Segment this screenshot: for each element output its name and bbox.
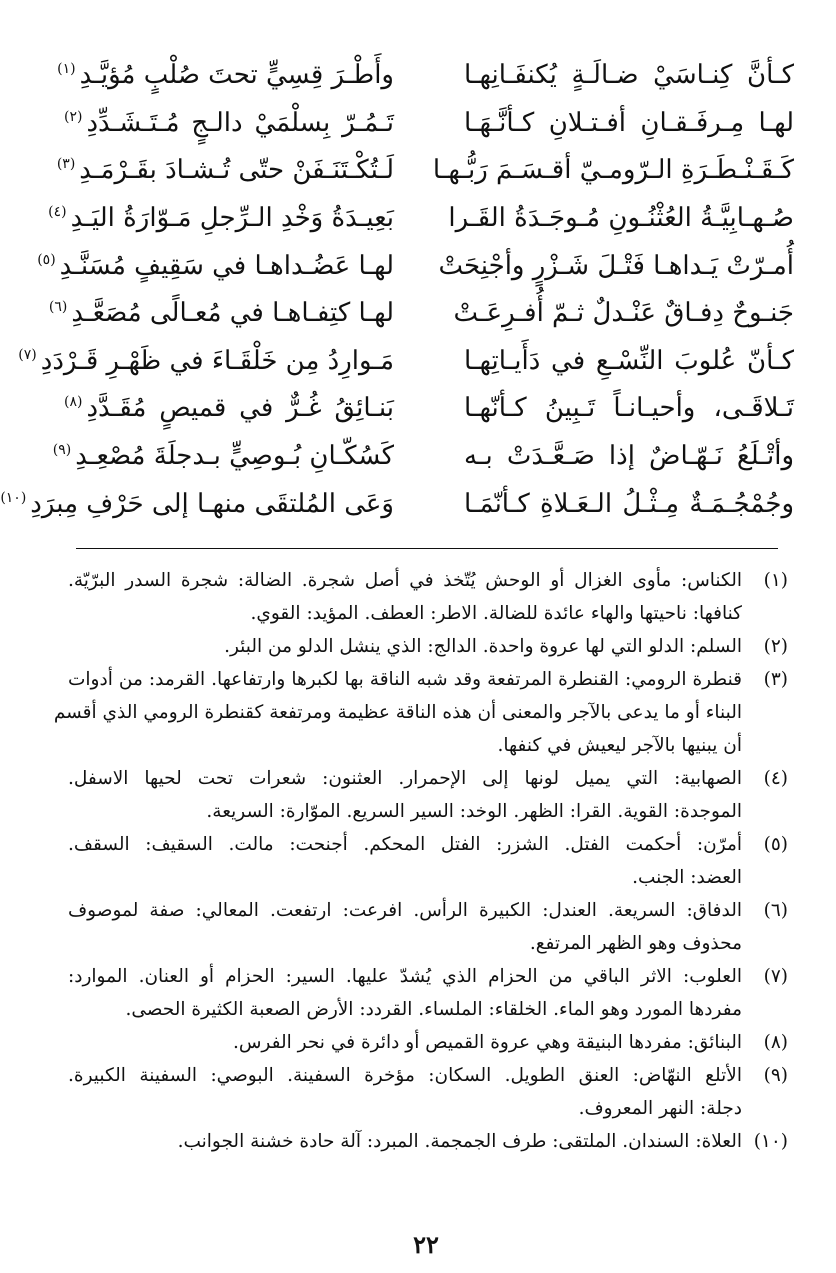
verse-second-hemistich bbox=[0, 488, 394, 520]
footnote-number: (١٠) bbox=[753, 1131, 788, 1153]
footnote-text: مفردها المورد وهو الماء. الخلقاء: الملساء. القردد: الأرض الصعبة الكثيرة الحصى. bbox=[125, 999, 742, 1021]
verse bbox=[56, 147, 794, 195]
verse bbox=[64, 385, 794, 433]
footnote-text: السلم: الدلو التي لها عروة واحدة. الدالج: الذي ينشل الدلو من البئر. bbox=[224, 636, 742, 658]
footnote-number: (٨) bbox=[763, 1032, 788, 1054]
footnote-line bbox=[68, 961, 788, 994]
footnote-line bbox=[68, 1093, 788, 1126]
verse-second-hemistich bbox=[56, 155, 394, 186]
footnote-text: البنائق: مفردها البنيقة وهي عروة القميص أو دائرة في نحر الفرس. bbox=[232, 1032, 742, 1054]
verse bbox=[18, 338, 794, 386]
verse bbox=[52, 433, 794, 481]
verse-first-hemistich: صُـهـابِيَّـةُ العُثْنُـونِ مُـوجَـدَةُ القَـرا bbox=[448, 202, 794, 233]
verse bbox=[37, 242, 794, 290]
footnote-text: الموجدة: القوية. القرا: الظهر. الوخد: السير السريع. الموّارة: السريعة. bbox=[206, 801, 742, 823]
footnote-marker: (٩) bbox=[52, 441, 72, 458]
footnote-line bbox=[68, 1126, 788, 1159]
verse bbox=[48, 290, 794, 338]
verse-first-hemistich: كـأنّ عُلوبَ النِّسْـعِ في دَأَيـاتِهـا bbox=[464, 345, 794, 376]
footnote-number: (٢) bbox=[763, 636, 788, 658]
verse-second-hemistich bbox=[64, 393, 394, 424]
footnote-text: العضد: الجنب. bbox=[632, 867, 742, 889]
footnote-number: (١) bbox=[763, 570, 788, 592]
footnote-number: (٦) bbox=[763, 900, 788, 922]
verse-first-hemistich: لهـا مِـرفَـقـانِ أفـتـلانِ كـأنَّـهَـا bbox=[464, 107, 794, 138]
footnote-line bbox=[68, 730, 788, 763]
footnote-line bbox=[68, 796, 788, 829]
footnote-marker: (٢) bbox=[64, 108, 83, 125]
footnote-line bbox=[68, 1027, 788, 1060]
footnote-marker: (٧) bbox=[18, 346, 37, 363]
footnote-marker: (١٠) bbox=[0, 489, 27, 506]
footnote-text: العلاة: السندان. الملتقى: طرف الجمجمة. المبرد: آلة حادة خشنة الجوانب. bbox=[177, 1131, 742, 1153]
verse-second-text: لهـا عَضُـداهـا في سَقِيفٍ مُسَنَّـدِ bbox=[59, 250, 394, 281]
footnote-marker: (٦) bbox=[48, 299, 68, 316]
footnote-marker: (٨) bbox=[64, 394, 83, 411]
footnote-marker: (١) bbox=[57, 61, 76, 78]
footnote-text: أمرّن: أحكمت الفتل. الشزر: الفتل المحكم. أجنحت: مالت. السقيف: السقف. bbox=[68, 834, 742, 856]
verse-second-text: بَعِيـدَةُ وَخْدِ الـرِّجلِ مَـوّارَةُ اليَـدِ bbox=[70, 202, 394, 233]
footnote-line bbox=[68, 598, 788, 631]
verse-first-hemistich: أُمـرّتْ يَـداهـا فَتْـلَ شَـزْرٍ وأجْنِحَتْ bbox=[438, 250, 794, 281]
footnote-marker: (٣) bbox=[56, 156, 76, 173]
verse bbox=[0, 480, 794, 528]
footnote-line bbox=[68, 928, 788, 961]
verse bbox=[64, 100, 794, 148]
verse-first-hemistich: كـأنَّ كِنـاسَيْ ضـالَـةٍ يُكنفَـانِهـا bbox=[464, 60, 794, 91]
footnote-separator bbox=[76, 548, 778, 549]
verse-second-text: وأَطْـرَ قِسِيٍّ تحتَ صُلْبٍ مُؤيَّـدِ bbox=[79, 60, 394, 91]
footnote-text: قنطرة الرومي: القنطرة المرتفعة وقد شبه الناقة بها لكبرها وارتفاعها. القرمد: من أدوات bbox=[68, 669, 742, 691]
footnote-number: (٧) bbox=[763, 966, 788, 988]
verse-second-text: تَـمُـرّ بِسلْمَيْ دالـجٍ مُـتَـشَـدِّدِ bbox=[86, 107, 394, 138]
verse-first-hemistich: تَـلاقَـى، وأحيـانـاً تَـبِينُ كـأنّهـا bbox=[464, 393, 794, 424]
footnote-line bbox=[68, 862, 788, 895]
verse-second-hemistich bbox=[48, 202, 394, 234]
verse-second-hemistich bbox=[64, 108, 394, 139]
footnote-text: أن يبنيها بالآجر ليعيش في كنفها. bbox=[497, 735, 742, 757]
footnote-text: الصهابية: التي يميل لونها إلى الإحمرار. العثنون: شعرات تحت لحيها الاسفل. bbox=[68, 768, 742, 790]
footnote-line bbox=[68, 631, 788, 664]
footnote-marker: (٥) bbox=[37, 251, 56, 268]
verse-second-hemistich bbox=[37, 250, 394, 282]
verse-second-text: كَسُكّـانِ بُـوصِيٍّ بـدجلَةَ مُصْعِـدِ bbox=[75, 440, 394, 471]
footnotes bbox=[53, 565, 788, 1159]
footnote-line bbox=[53, 697, 788, 730]
footnote-text: محذوف وهو الظهر المرتفع. bbox=[529, 933, 742, 955]
verse-second-hemistich bbox=[48, 298, 394, 329]
verse-second-hemistich bbox=[57, 60, 394, 91]
footnote-number: (٤) bbox=[763, 768, 788, 790]
footnote-line bbox=[68, 763, 788, 796]
footnote-text: الأتلع النهّاض: العنق الطويل. السكان: مؤخرة السفينة. البوصي: السفينة الكبيرة. bbox=[68, 1065, 742, 1087]
verse-second-hemistich bbox=[18, 345, 394, 377]
verse-first-hemistich: جَنـوحٌ دِفـاقٌ عَنْـدلٌ ثـمّ أُفـرِعَـتْ bbox=[453, 298, 794, 329]
footnote-text: الدفاق: السريعة. العندل: الكبيرة الرأس. افرعت: ارتفعت. المعالي: صفة لموصوف bbox=[68, 900, 742, 922]
footnote-line bbox=[68, 565, 788, 598]
footnote-line bbox=[68, 895, 788, 928]
page-number: ٢٢ bbox=[413, 1230, 439, 1259]
footnote-text: العلوب: الاثر الباقي من الحزام الذي يُشدّ عليها. السير: الحزام أو العنان. الموارد: bbox=[68, 966, 742, 988]
verse-second-text: لَـتُكْـتَنَـفَنْ حتّى تُـشـادَ بقَـرْمَـدِ bbox=[79, 155, 394, 186]
verse bbox=[57, 52, 794, 100]
verse-second-text: بَنـائِقُ غُـرٌّ في قميصٍ مُقَـدَّدِ bbox=[86, 393, 394, 424]
footnote-number: (٣) bbox=[763, 669, 788, 691]
footnote-text: الكناس: مأوى الغزال أو الوحش يُتّخذ في أصل شجرة. الضالة: شجرة السدر البرّيّة. bbox=[68, 570, 742, 592]
footnote-line bbox=[68, 664, 788, 697]
verse-first-hemistich: كَـقَـنْـطَـرَةِ الـرّومـيّ أقـسَـمَ رَبُّـهـا bbox=[432, 155, 794, 186]
verse bbox=[48, 195, 794, 243]
footnote-number: (٩) bbox=[763, 1065, 788, 1087]
footnote-text: البناء أو ما يدعى بالآجر والمعنى أن هذه الناقة عظيمة ومرتفعة كقنطرة الرومي الذي أقسم bbox=[53, 702, 742, 724]
footnote-marker: (٤) bbox=[48, 203, 67, 220]
verse-second-text: لهـا كتِفـاهـا في مُعـالًى مُصَعَّـدِ bbox=[71, 298, 394, 329]
footnote-number: (٥) bbox=[763, 834, 788, 856]
verse-first-hemistich: وأتْـلَعُ نَـهّـاضٌ إذا صَـعَّـدَتْ بـه bbox=[464, 440, 794, 471]
verse-first-hemistich: وجُمْجُـمَـةٌ مِـثْـلُ الـعَـلاةِ كـأنّمَـا bbox=[464, 488, 794, 519]
footnote-text: دجلة: النهر المعروف. bbox=[578, 1098, 742, 1120]
footnote-line bbox=[68, 1060, 788, 1093]
verse-second-hemistich bbox=[52, 440, 394, 472]
verse-second-text: مَـوارِدُ مِن خَلْقَـاءَ في ظَهْـرِ قَـرْدَدِ bbox=[40, 345, 394, 376]
footnote-line bbox=[68, 994, 788, 1027]
footnote-text: كنافها: ناحيتها والهاء عائدة للضالة. الاطر: العطف. المؤيد: القوي. bbox=[250, 603, 742, 625]
footnote-line bbox=[68, 829, 788, 862]
poem bbox=[0, 52, 794, 528]
verse-second-text: وَعَى المُلتقَى منهـا إلى حَرْفِ مِبرَدِ bbox=[30, 488, 394, 519]
